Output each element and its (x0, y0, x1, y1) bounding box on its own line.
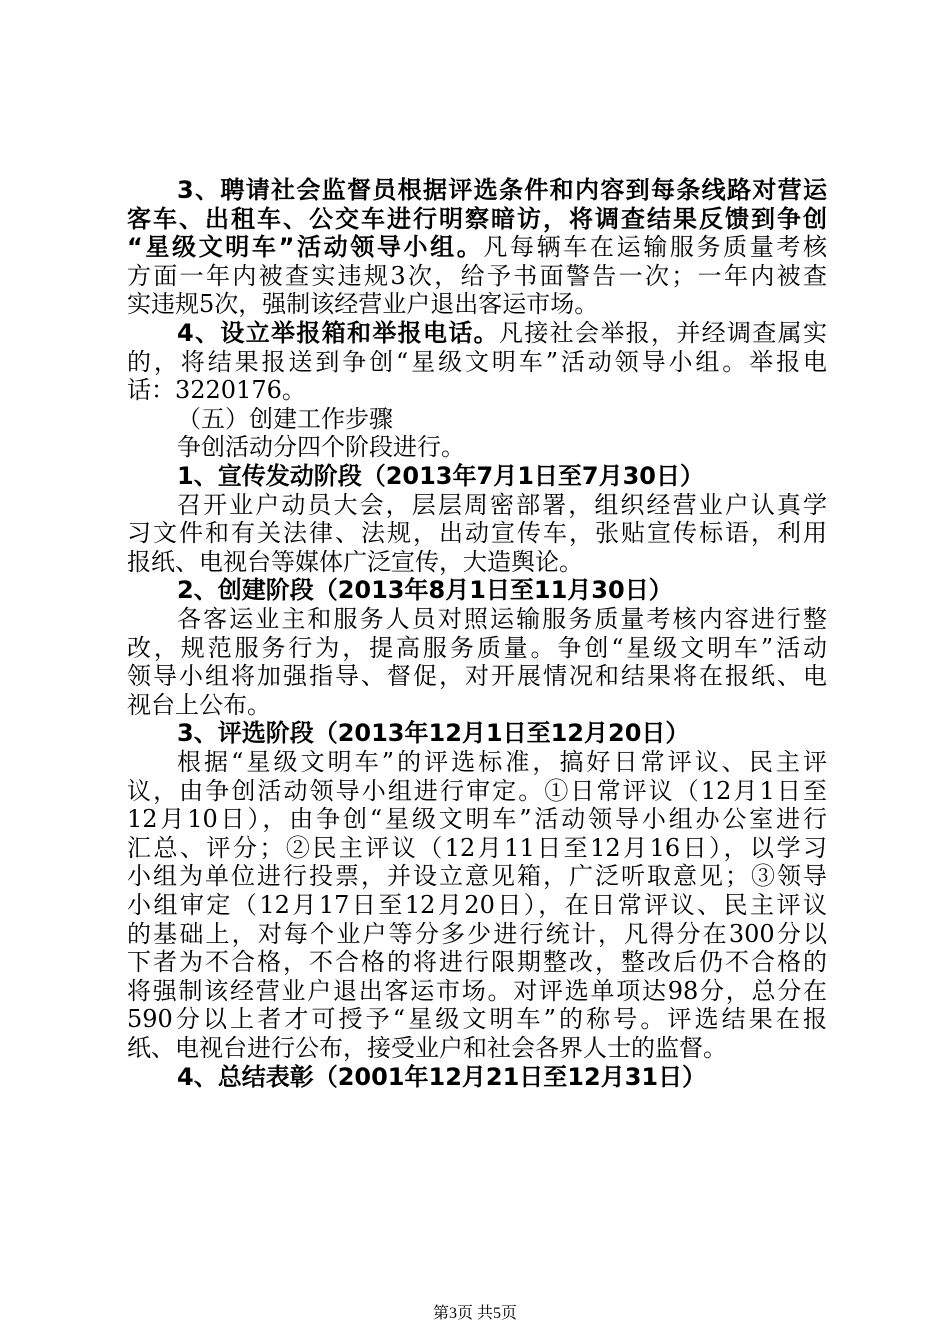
para-3-line-3 (127, 233, 827, 262)
stage-1-line-1: 召开业户动员大会，层层周密部署，组织经营业户认真学 (177, 490, 827, 519)
stage-3-line-6: 小组审定（12月17日至12月20日），在日常评议、民主评议 (127, 891, 827, 919)
para-3-line-4: 方面一年内被查实违规3次，给予书面警告一次；一年内被查 (127, 261, 827, 290)
para-3-bold-end: “星级文明车”活动领导小组。 (127, 233, 484, 262)
stage-3-line-7: 的基础上，对每个业户等分多少进行统计，凡得分在300分以 (127, 919, 827, 948)
stage-2-line-4: 视台上公布。 (127, 690, 271, 719)
para-3-line-5: 实违规5次，强制该经营业户退出客运市场。 (127, 290, 599, 319)
stage-2-line-2: 改，规范服务行为，提高服务质量。争创“星级文明车”活动 (127, 633, 827, 662)
stage-3-line-5: 小组为单位进行投票，并设立意见箱，广泛听取意见；③领导 (127, 862, 827, 891)
stage-2-line-1: 各客运业主和服务人员对照运输服务质量考核内容进行整 (177, 605, 827, 633)
stage-3-line-3: 12月10日），由争创“星级文明车”活动领导小组办公室进行 (127, 805, 827, 834)
stage-3-heading: 3、评选阶段（2013年12月1日至12月20日） (177, 719, 690, 748)
stage-1-heading: 1、宣传发动阶段（2013年7月1日至7月30日） (177, 462, 704, 490)
stage-3-line-10: 590分以上者才可授予“星级文明车”的称号。评选结果在报 (127, 1005, 827, 1034)
stage-1-line-3: 报纸、电视台等媒体广泛宣传，大造舆论。 (127, 547, 583, 576)
para-3-line-2: 客车、出租车、公交车进行明察暗访，将调查结果反馈到争创 (127, 204, 827, 233)
steps-intro: 争创活动分四个阶段进行。 (177, 433, 465, 462)
stage-3-line-4: 汇总、评分；②民主评议（12月11日至12月16日），以学习 (127, 833, 827, 862)
para-4-line-1 (177, 319, 827, 348)
para-4-line-2: 的，将结果报送到争创“星级文明车”活动领导小组。举报电 (127, 347, 827, 376)
stage-3-line-8: 下者为不合格，不合格的将进行限期整改，整改后仍不合格的 (127, 948, 827, 977)
stage-4-heading: 4、总结表彰（2001年12月21日至12月31日） (177, 1062, 707, 1091)
stage-1-line-2: 习文件和有关法律、法规，出动宣传车，张贴宣传标语，利用 (127, 519, 827, 548)
para-4-plain-start: 凡接社会举报，并经调查属实 (499, 319, 827, 347)
section-heading-steps: （五）创建工作步骤 (177, 404, 393, 433)
stage-2-heading: 2、创建阶段（2013年8月1日至11月30日） (177, 576, 673, 605)
stage-3-line-2: 议，由争创活动领导小组进行审定。①日常评议（12月1日至 (127, 776, 827, 805)
para-4-line-3: 话：3220176。 (127, 376, 306, 405)
para-4-heading: 4、设立举报箱和举报电话。 (177, 319, 500, 347)
stage-3-line-11: 纸、电视台进行公布，接受业户和社会各界人士的监督。 (127, 1034, 727, 1062)
stage-2-line-3: 领导小组将加强指导、督促，对开展情况和结果将在报纸、电 (127, 662, 827, 691)
page-footer: 第3页 共5页 (432, 1305, 517, 1322)
para-3-plain-start: 凡每辆车在运输服务质量考核 (483, 233, 827, 262)
stage-3-line-1: 根据“星级文明车”的评选标准，搞好日常评议、民主评 (177, 748, 827, 776)
para-3-line-1: 3、聘请社会监督员根据评选条件和内容到每条线路对营运 (177, 176, 827, 204)
stage-3-line-9: 将强制该经营业户退出客运市场。对评选单项达98分，总分在 (127, 976, 827, 1005)
